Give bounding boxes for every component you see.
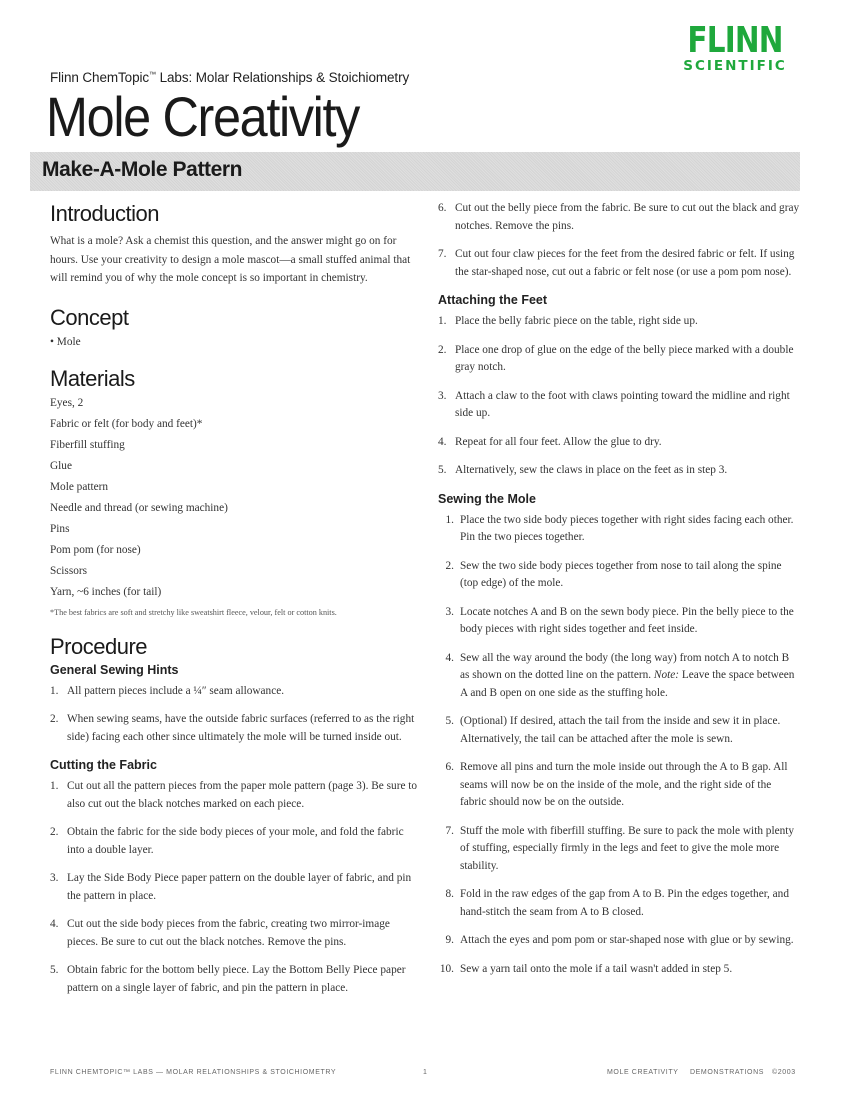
- material-item: Scissors: [50, 564, 88, 577]
- procedure-step: [438, 512, 800, 547]
- step-text: Sew a yarn tail onto the mole if a tail wasn't added in step 5.: [460, 962, 733, 975]
- step-text: Place the two side body pieces together with right sides facing each other. Pin the two pieces together.: [460, 513, 794, 543]
- logo-line-2: SCIENTIFIC: [683, 58, 787, 74]
- step-number: 1.: [438, 315, 447, 327]
- materials-list: [50, 393, 420, 603]
- step-text: When sewing seams, have the outside fabric surfaces (referred to as the right side) facing each other since ultimately the mole will be turned inside out.: [67, 713, 415, 743]
- procedure-heading: Procedure: [50, 633, 148, 659]
- step-text: All pattern pieces include a ¼″ seam allowance.: [67, 684, 285, 697]
- step-text: Attach a claw to the foot with claws pointing toward the midline and right side up.: [455, 389, 790, 419]
- sewing-heading: Sewing the Mole: [438, 491, 536, 506]
- step-text: Place one drop of glue on the edge of the belly piece marked with a double gray notch.: [455, 343, 794, 373]
- footer-left: FLINN CHEMTOPIC™ LABS — MOLAR RELATIONSHIPS & STOICHIOMETRY: [50, 1069, 337, 1076]
- procedure-step: [50, 916, 420, 951]
- step-text: Obtain the fabric for the side body pieces of your mole, and fold the fabric into a double layer.: [67, 826, 404, 856]
- concept-item: • Mole: [50, 335, 81, 348]
- material-item: Mole pattern: [50, 480, 109, 493]
- step-number: 9.: [445, 934, 454, 946]
- note-label: Note:: [653, 669, 680, 681]
- step-text: Sew all the way around the body (the long way) from notch A to notch B as shown on the dotted line on the pattern.: [460, 651, 790, 681]
- material-item: Pom pom (for nose): [50, 543, 141, 556]
- step-number: 5.: [445, 715, 454, 727]
- materials-footnote: *The best fabrics are soft and stretchy like sweatshirt fleece, velour, felt or cotton knits.: [50, 607, 337, 617]
- step-text: Cut out the side body pieces from the fabric, creating two mirror-image pieces. Be sure to cut out the black notches. Remove the pins.: [67, 918, 390, 948]
- step-number: 3.: [445, 605, 454, 618]
- introduction-text: What is a mole? Ask a chemist this question, and the answer might go on for hours. Use your creativity to design a mole mascot—a small stuffed animal that will remind you of why the mole concept is so important in chemistry.: [50, 235, 411, 284]
- procedure-step: [438, 886, 800, 921]
- series-name: Flinn ChemTopic: [50, 70, 150, 85]
- step-number: 2.: [438, 343, 447, 356]
- attaching-feet-heading: Attaching the Feet: [438, 293, 548, 307]
- materials-heading: Materials: [50, 365, 135, 391]
- step-number: 1.: [50, 684, 59, 697]
- step-text: Cut out four claw pieces for the feet from the desired fabric or felt. If using the star-shaped nose, cut out a fabric or felt nose (or use a pom pom nose).: [455, 248, 795, 278]
- material-item: Fiberfill stuffing: [50, 438, 125, 451]
- procedure-step: [438, 713, 800, 748]
- step-text: Sew the two side body pieces together from nose to tail along the spine (top edge) of the mole.: [460, 559, 782, 589]
- material-item: Pins: [50, 522, 70, 535]
- procedure-step: [50, 683, 420, 701]
- left-column: [50, 200, 420, 997]
- step-text: Remove all pins and turn the mole inside out through the A to B gap. All seams will now be on the inside of the mole, and the right side of the fabric should now be on the outside.: [460, 761, 788, 808]
- step-number: 4.: [445, 651, 454, 664]
- procedure-step: [438, 342, 800, 377]
- cutting-heading: Cutting the Fabric: [50, 758, 157, 772]
- step-number: 1.: [50, 780, 59, 792]
- step-number: 6.: [438, 202, 447, 214]
- procedure-step: [438, 604, 800, 639]
- attaching-feet-list: [438, 313, 800, 480]
- page-number: 1: [423, 1069, 428, 1076]
- material-item: Yarn, ~6 inches (for tail): [50, 585, 162, 598]
- right-column: [438, 200, 800, 978]
- step-number: 2.: [50, 713, 59, 725]
- procedure-step: [438, 200, 800, 235]
- step-text: Cut out the belly piece from the fabric. Be sure to cut out the black and gray notches. Remove the pins.: [455, 202, 800, 232]
- page-title: Mole Creativity: [46, 85, 360, 148]
- footer-doc-title: MOLE CREATIVITY: [607, 1069, 679, 1076]
- step-text: Attach the eyes and pom pom or star-shaped nose with glue or by sewing.: [460, 934, 794, 946]
- material-item: Glue: [50, 459, 72, 472]
- procedure-step: [438, 558, 800, 593]
- step-number: 2.: [445, 559, 454, 572]
- procedure-step: [438, 462, 800, 480]
- step-text: Alternatively, sew the claws in place on the feet as in step 3.: [455, 464, 728, 476]
- step-number: 10.: [439, 962, 454, 975]
- step-number: 1.: [445, 513, 454, 526]
- procedure-step: [50, 711, 420, 746]
- procedure-step: [438, 961, 800, 979]
- procedure-step: [438, 434, 800, 452]
- flinn-scientific-logo: [668, 20, 802, 74]
- step-text: Stuff the mole with fiberfill stuffing. Be sure to pack the mole with plenty of stuffing, especially firmly in the legs and feet to give the mole more stability.: [460, 824, 795, 872]
- general-hints-heading: General Sewing Hints: [50, 662, 179, 677]
- step-number: 8.: [445, 888, 454, 900]
- material-item: Fabric or felt (for body and feet)*: [50, 417, 203, 430]
- procedure-step: [50, 824, 420, 859]
- step-number: 4.: [50, 918, 59, 930]
- series-subject: Labs: Molar Relationships & Stoichiometry: [155, 70, 410, 85]
- procedure-step: [438, 823, 800, 876]
- step-text: Place the belly fabric piece on the table, right side up.: [455, 315, 698, 327]
- procedure-step: [438, 388, 800, 423]
- step-number: 5.: [50, 964, 59, 976]
- step-number: 4.: [438, 435, 447, 448]
- footer-copyright: ©2003: [772, 1069, 796, 1076]
- step-text: Lay the Side Body Piece paper pattern on the double layer of fabric, and pin the pattern in place.: [67, 872, 412, 902]
- section-banner: [30, 152, 800, 191]
- material-item: Eyes, 2: [50, 396, 84, 409]
- general-hints-list: [50, 683, 420, 747]
- step-number: 3.: [438, 389, 447, 402]
- procedure-step: [438, 246, 800, 281]
- step-text: Locate notches A and B on the sewn body piece. Pin the belly piece to the body pieces with right sides together and feet inside.: [460, 605, 794, 635]
- step-number: 3.: [50, 872, 59, 884]
- concept-heading: Concept: [50, 304, 129, 330]
- step-text: Obtain fabric for the bottom belly piece. Lay the Bottom Belly Piece paper pattern on a single layer of fabric, and pin the pattern in place.: [67, 964, 406, 994]
- procedure-step: [50, 962, 420, 997]
- procedure-step: [438, 932, 800, 950]
- step-number: 6.: [445, 761, 454, 773]
- footer-doc-type: DEMONSTRATIONS: [690, 1069, 764, 1076]
- procedure-step: [438, 313, 800, 331]
- step-text: Cut out all the pattern pieces from the paper mole pattern (page 3). Be sure to also cut out the black notches marked on each piece.: [67, 780, 418, 810]
- procedure-step: [438, 650, 800, 703]
- trademark-mark: ™: [149, 71, 156, 79]
- material-item: Needle and thread (or sewing machine): [50, 501, 228, 514]
- step-number: 7.: [438, 248, 447, 260]
- logo-line-1: FLINN: [687, 20, 783, 61]
- introduction-heading: Introduction: [50, 201, 159, 226]
- step-text: (Optional) If desired, attach the tail from the inside and sew it in place. Alternatively, the tail can be attached after the mole is sewn.: [460, 715, 781, 745]
- banner-title: Make-A-Mole Pattern: [42, 158, 243, 181]
- series-title: [50, 70, 409, 85]
- step-text: Fold in the raw edges of the gap from A to B. Pin the edges together, and hand-stitch the seam from A to B closed.: [460, 888, 789, 918]
- note-text: Leave the space between A and B open on one side as the stuffing hole.: [460, 669, 795, 699]
- step-number: 5.: [438, 464, 447, 476]
- procedure-step: [50, 778, 420, 813]
- cutting-list: [50, 778, 420, 997]
- procedure-step: [438, 759, 800, 812]
- step-text: Repeat for all four feet. Allow the glue to dry.: [455, 435, 662, 448]
- procedure-step: [50, 870, 420, 905]
- cutting-list-continued: [438, 200, 800, 281]
- step-number: 7.: [445, 824, 454, 837]
- step-number: 2.: [50, 826, 59, 838]
- sewing-list: [438, 512, 800, 979]
